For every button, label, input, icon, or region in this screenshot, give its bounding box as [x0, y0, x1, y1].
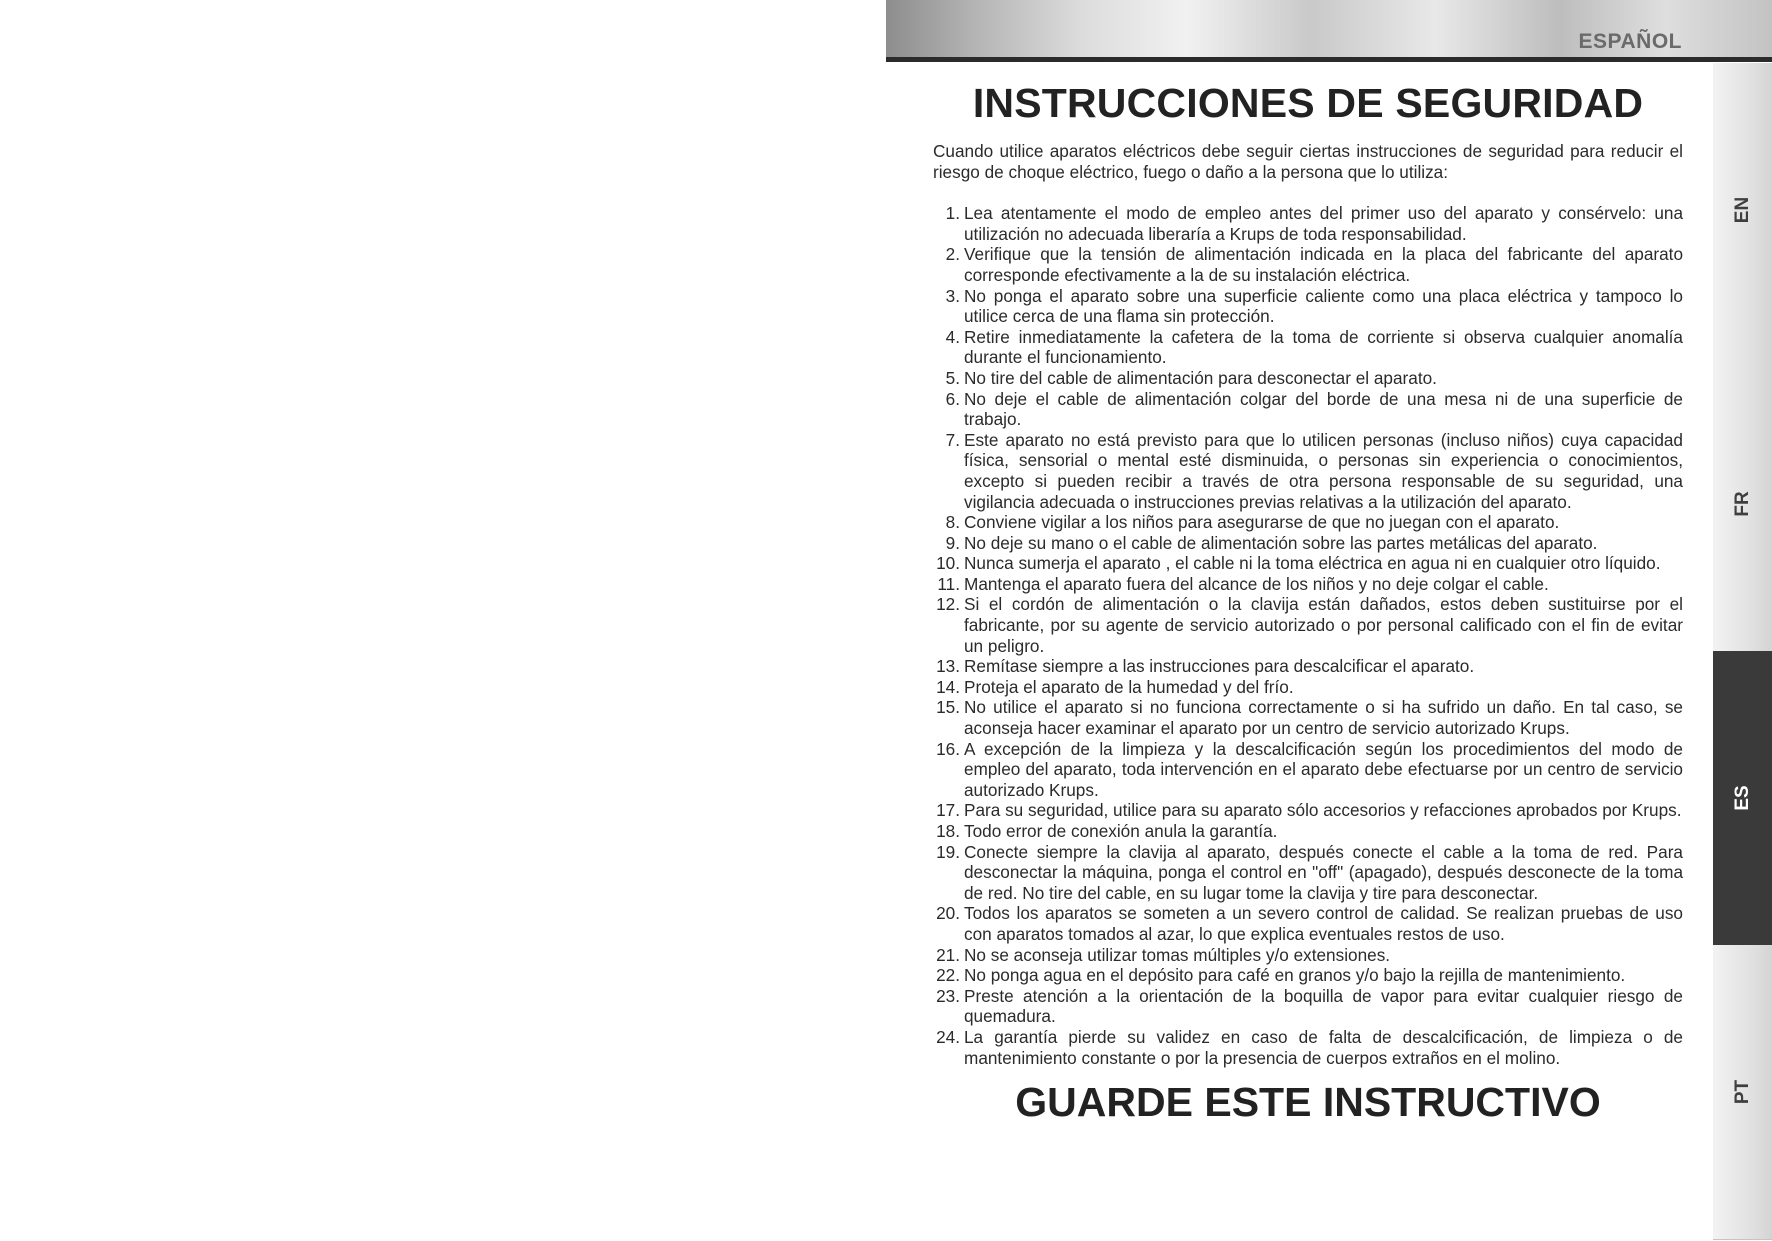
list-item-text: Todo error de conexión anula la garantía.	[964, 821, 1278, 841]
list-item	[933, 553, 1683, 574]
list-item-number: 11.	[937, 573, 960, 594]
list-item-text: Lea atentamente el modo de empleo antes del primer uso del aparato y consérvelo: una utilización no adecuada liberaría a Krups de toda responsabilidad.	[964, 203, 1683, 244]
list-item-text: Verifique que la tensión de alimentación indicada en la placa del fabricante del aparato corresponde efectivamente a la de su instalación eléctrica.	[964, 244, 1683, 285]
list-item-text: No ponga el aparato sobre una superficie caliente como una placa eléctrica y tampoco lo utilice cerca de una flama sin protección.	[964, 285, 1683, 327]
list-item-number: 19.	[936, 841, 960, 862]
list-item-text: Conviene vigilar a los niños para asegurarse de que no juegan con el aparato.	[964, 512, 1560, 533]
list-item-text: No deje el cable de alimentación colgar del borde de una mesa ni de una superficie de trabajo.	[964, 388, 1683, 430]
list-item	[933, 903, 1683, 944]
list-item-number: 9.	[945, 532, 960, 553]
tab-en[interactable]	[1713, 63, 1772, 358]
list-item	[933, 986, 1683, 1027]
list-item-number: 23.	[936, 985, 960, 1006]
list-item	[933, 533, 1683, 554]
language-title: ESPAÑOL	[1578, 30, 1682, 53]
list-item-text: A excepción de la limpieza y la descalcificación según los procedimientos del modo de empleo del aparato, toda intervención en el aparato debe efectuarse por un centro de servicio autorizado Krups.	[964, 738, 1683, 800]
list-item-number: 17.	[936, 800, 960, 821]
list-item	[933, 286, 1683, 327]
intro-paragraph: Cuando utilice aparatos eléctricos debe seguir ciertas instrucciones de seguridad para reducir el riesgo de choque eléctrico, fuego o daño a la persona que lo utiliza:	[933, 141, 1683, 182]
list-item-text: No deje su mano o el cable de alimentación sobre las partes metálicas del aparato.	[964, 532, 1598, 553]
list-item-number: 16.	[936, 738, 960, 759]
list-item-number: 12.	[936, 594, 960, 615]
list-item-number: 10.	[936, 553, 960, 574]
list-item-number: 18.	[936, 821, 960, 841]
list-item-text: No ponga agua en el depósito para café en granos y/o bajo la rejilla de mantenimiento.	[964, 965, 1626, 986]
list-item	[933, 800, 1683, 821]
list-item	[933, 656, 1683, 677]
list-item	[933, 1027, 1683, 1068]
list-item-text: Proteja el aparato de la humedad y del frío.	[964, 676, 1294, 697]
list-item-number: 22.	[936, 965, 960, 986]
list-item-number: 15.	[936, 697, 960, 718]
list-item-number: 13.	[936, 656, 960, 677]
list-item-text: No utilice el aparato si no funciona correctamente o si ha sufrido un daño. En tal caso, se aconseja hacer examinar el aparato por un centro de servicio autorizado Krups.	[964, 697, 1683, 739]
list-item-text: Retire inmediatamente la cafetera de la toma de corriente si observa cualquier anomalía durante el funcionamiento.	[964, 326, 1683, 368]
list-item	[933, 677, 1683, 698]
list-item	[933, 389, 1683, 430]
tab-es-label: ES	[1731, 785, 1753, 811]
list-item	[933, 697, 1683, 738]
list-item	[933, 244, 1683, 285]
list-item-text: Preste atención a la orientación de la boquilla de vapor para evitar cualquier riesgo de quemadura.	[964, 985, 1683, 1027]
list-item-text: Este aparato no está previsto para que lo utilicen personas (incluso niños) cuya capacidad física, sensorial o mental esté disminuida, o personas sin experiencia o conocimientos, excepto si pueden recibir a través de otra persona responsable de su seguridad, una vigilancia adecuada o instrucciones previas relativas a la utilización del aparato.	[964, 429, 1683, 512]
tab-es[interactable]	[1713, 651, 1772, 946]
list-item	[933, 965, 1683, 986]
list-item-text: No se aconseja utilizar tomas múltiples y/o extensiones.	[964, 944, 1391, 965]
list-item-text: Nunca sumerja el aparato , el cable ni la toma eléctrica en agua ni en cualquier otro líquido.	[964, 553, 1661, 574]
list-item-text: La garantía pierde su validez en caso de falta de descalcificación, de limpieza o de mantenimiento constante o por la presencia de cuerpos extraños en el molino.	[964, 1026, 1683, 1068]
language-tabs	[1713, 63, 1772, 1241]
tab-pt[interactable]	[1713, 945, 1772, 1240]
list-item	[933, 842, 1683, 904]
list-item-number: 1.	[945, 203, 960, 224]
tab-en-label: EN	[1731, 196, 1753, 224]
list-item-number: 7.	[945, 429, 960, 450]
closing-title: GUARDE ESTE INSTRUCTIVO	[1015, 1079, 1601, 1126]
list-item-number: 8.	[945, 512, 960, 533]
safety-rules-list	[933, 203, 1683, 1068]
list-item-number: 2.	[945, 244, 960, 265]
list-item-text: Mantenga el aparato fuera del alcance de los niños y no deje colgar el cable.	[964, 573, 1549, 594]
list-item-number: 4.	[945, 326, 960, 347]
list-item-number: 14.	[936, 676, 960, 697]
list-item	[933, 821, 1683, 842]
list-item	[933, 512, 1683, 533]
list-item-text: Remítase siempre a las instrucciones para descalcificar el aparato.	[964, 656, 1475, 677]
list-item-number: 5.	[945, 367, 960, 388]
list-item-text: Para su seguridad, utilice para su aparato sólo accesorios y refacciones aprobados por Krups.	[964, 800, 1682, 821]
list-item	[933, 594, 1683, 656]
list-item-text: Todos los aparatos se someten a un severo control de calidad. Se realizan pruebas de uso con aparatos tomados al azar, lo que explica eventuales restos de uso.	[964, 903, 1683, 944]
list-item	[933, 203, 1683, 244]
list-item-number: 20.	[936, 903, 960, 924]
list-item-number: 24.	[936, 1026, 960, 1047]
safety-content	[933, 78, 1683, 1127]
tab-pt-label: PT	[1731, 1079, 1753, 1105]
list-item	[933, 739, 1683, 801]
list-item	[933, 368, 1683, 389]
list-item	[933, 430, 1683, 512]
list-item	[933, 945, 1683, 966]
page-title: INSTRUCCIONES DE SEGURIDAD	[972, 80, 1644, 126]
list-item	[933, 327, 1683, 368]
list-item	[933, 574, 1683, 595]
tab-fr-label: FR	[1731, 491, 1753, 517]
list-item-number: 21.	[936, 944, 960, 965]
tab-fr[interactable]	[1713, 357, 1772, 652]
list-item-text: Si el cordón de alimentación o la clavija están dañados, estos deben sustituirse por el fabricante, por su agente de servicio autorizado o por personal calificado con el fin de evitar un peligro.	[964, 594, 1683, 656]
list-item-number: 3.	[945, 285, 960, 306]
list-item-text: Conecte siempre la clavija al aparato, después conecte el cable a la toma de red. Para desconectar la máquina, ponga el control en "off" (apagado), después desconecte de la toma de red. No tire del cable, en su lugar tome la clavija y tire para desconectar.	[964, 841, 1683, 903]
header-band	[886, 0, 1772, 58]
list-item-number: 6.	[945, 388, 960, 409]
list-item-text: No tire del cable de alimentación para desconectar el aparato.	[964, 367, 1437, 388]
